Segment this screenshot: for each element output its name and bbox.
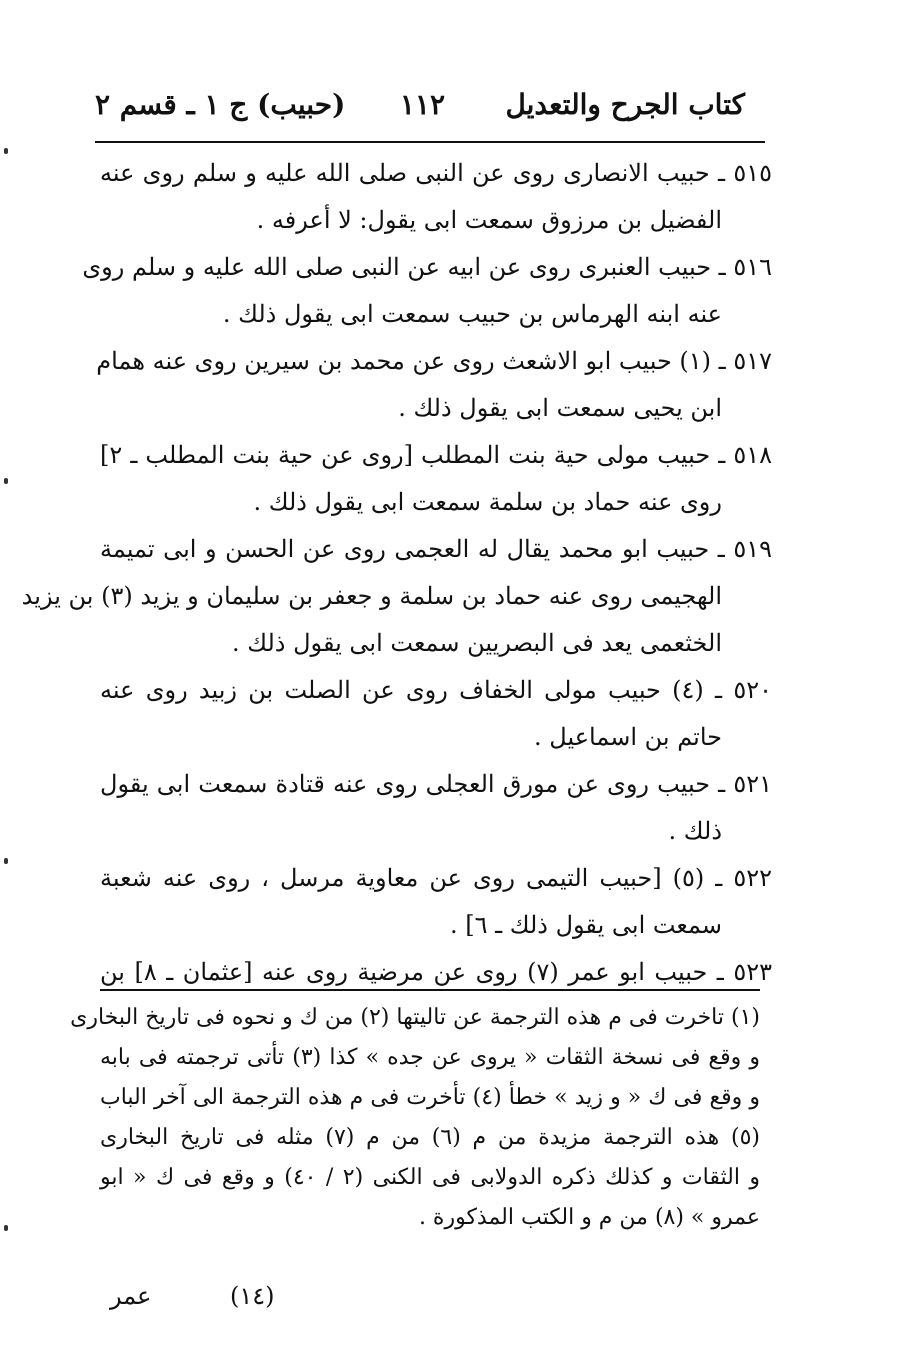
entry [100,150,772,244]
book-title: كتاب الجرح والتعديل [505,88,745,121]
margin-speck [4,478,8,484]
entry-continuation-line: سمعت ابی یقول ذلك ـ ٦] . [449,911,722,939]
margin-speck [4,148,8,154]
section-label: (حبيب) ج ١ ـ قسم ٢ [95,88,346,121]
entry-continuation-line: عنه ابنه الهرماس بن حبیب سمعت ابی یقول ذلك . [222,300,722,328]
page-footer [100,1282,760,1322]
footnote-line: عمرو » (٨) من م و الكتب المذكورة . [418,1205,760,1230]
entry-continuation-line: الفضیل بن مرزوق سمعت ابی یقول: لا أعرفه . [256,206,722,234]
footnote-line: (١) تاخرت فی م هذه الترجمة عن تالیتها (٢) من ك و نحوه فی تاریخ البخاری [70,1005,760,1030]
footnote-rule [100,989,760,991]
entry [100,432,772,526]
running-header [95,88,745,128]
entries-list [21,150,772,996]
footnotes [70,998,761,1238]
header-rule [95,141,765,143]
entry-continuation-line: حاتم بن اسماعیل . [534,723,722,751]
entry-first-line: ٥٢٣ ـ حبیب ابو عمر (٧) روی عن مرضیة روی عنه [عثمان ـ ٨] بن [100,958,772,986]
entry [100,855,772,949]
margin-speck [4,858,8,864]
signature-mark: (١٤) [230,1282,275,1310]
entry [21,526,772,667]
entry-first-line: ٥١٨ ـ حبیب مولی حیة بنت المطلب [روی عن حیة بنت المطلب ـ ٢] [100,441,772,469]
entry-first-line: ٥١٩ ـ حبیب ابو محمد یقال له العجمی روی عن الحسن و ابی تمیمة [100,535,772,563]
entry [82,244,772,338]
entry-continuation-line: روی عنه حماد بن سلمة سمعت ابی یقول ذلك . [253,488,722,516]
entry [100,667,772,761]
entry-first-line: ٥١٦ ـ حبیب العنبری روی عن ابیه عن النبی صلی الله علیه و سلم روی [82,253,772,281]
entry-continuation-line: ابن یحیی سمعت ابی یقول ذلك . [398,394,722,422]
entry-first-line: ٥٢٠ ـ (٤) حبیب مولی الخفاف روی عن الصلت بن زبید روی عنه [100,676,772,704]
footnote-line: و الثقات و كذلك ذكره الدولابی فی الكنی (٢ / ٤٠) و وقع فی ك « ابو [100,1165,761,1190]
entry [100,761,772,855]
footnote-line: (٥) هذه الترجمة مزیدة من م (٦) من م (٧) مثله فی تاریخ البخاری [100,1125,760,1150]
entry [96,338,772,432]
margin-speck [4,1225,8,1231]
footer-signature: عمر [110,1282,152,1310]
footnote-line: و وقع فی نسخة الثقات « یروی عن جده » كذا (٣) تأتی ترجمته فی بابه [100,1045,760,1070]
footnote-line: و وقع فی ك « و زید » خطأ (٤) تأخرت فی م هذه الترجمة الی آخر الباب [100,1085,761,1110]
entry-continuation-line: الهجیمی روی عنه حماد بن سلمة و جعفر بن سلیمان و یزید (٣) بن یزید [21,582,722,610]
page-number: ١١٢ [399,88,445,121]
entry-first-line: ٥٢٢ ـ (٥) [حبیب التیمی روی عن معاویة مرسل ، روی عنه شعبة [100,864,772,892]
entry-first-line: ٥٢١ ـ حبیب روی عن مورق العجلی روی عنه قتادة سمعت ابی یقول [100,770,772,798]
entry-first-line: ٥١٧ ـ (١) حبیب ابو الاشعث روی عن محمد بن سیرین روی عنه همام [96,347,772,375]
entry-continuation-line: ذلك . [668,817,722,845]
entry-continuation-line: الخثعمی یعد فی البصریین سمعت ابی یقول ذلك . [232,629,722,657]
entry-first-line: ٥١٥ ـ حبيب الانصاری روی عن النبی صلی الله علیه و سلم روی عنه [100,159,772,187]
